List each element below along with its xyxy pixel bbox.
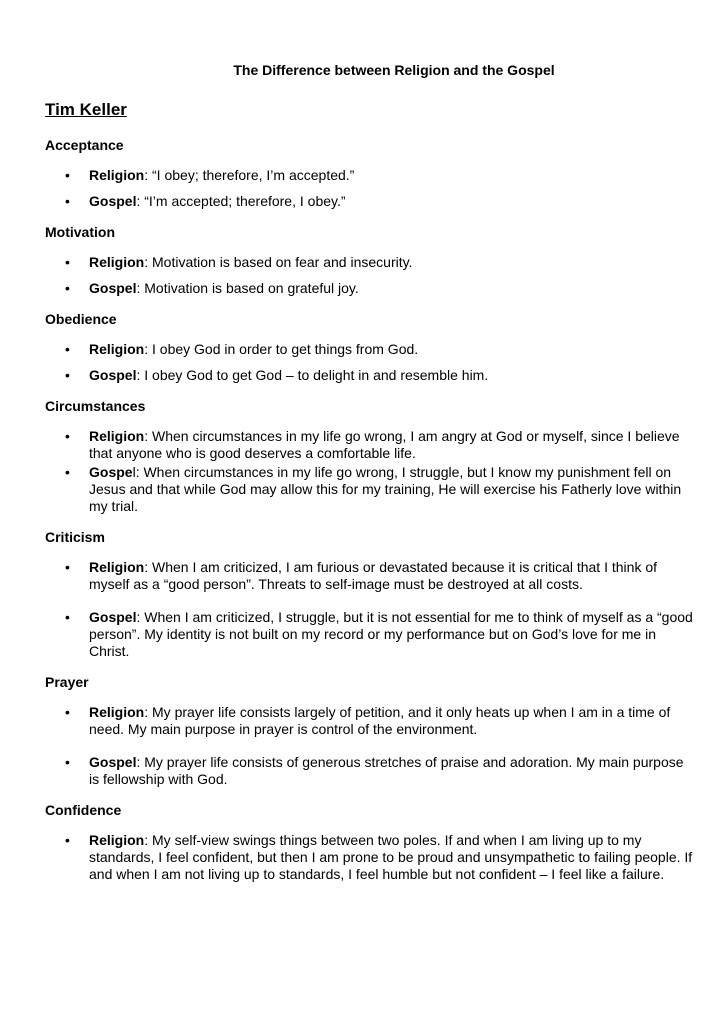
item-separator: : — [144, 704, 153, 720]
section-heading-obedience: Obedience — [45, 311, 117, 327]
list-item — [45, 609, 693, 660]
item-separator: : — [136, 609, 145, 625]
item-label: Gospel — [89, 754, 137, 770]
section-heading-circumstances: Circumstances — [45, 398, 146, 414]
section-list-confidence — [45, 832, 693, 883]
item-text: My prayer life consists largely of petition, and it only heats up when I am in a time of need. My main purpose in prayer is control of the environment. — [89, 704, 671, 737]
item-label: Religion — [89, 832, 145, 848]
section-list-criticism — [45, 559, 693, 660]
item-separator: : — [144, 559, 153, 575]
list-item — [45, 559, 693, 593]
item-text: Motivation is based on grateful joy. — [144, 280, 359, 296]
item-separator: : — [136, 193, 145, 209]
item-text: When I am criticized, I struggle, but it is not essential for me to think of myself as a “good person”. My identity is not built on my record or my performance but on God’s love for me in Christ. — [89, 609, 693, 659]
item-text: When I am criticized, I am furious or devastated because it is critical that I think of myself as a “good person”. Threats to self-image must be destroyed at all costs. — [89, 559, 658, 592]
item-label: Gospel — [89, 609, 137, 625]
document-title: The Difference between Religion and the Gospel — [233, 62, 555, 78]
section-list-motivation — [45, 254, 693, 297]
section-list-acceptance — [45, 167, 693, 210]
item-text: My self-view swings things between two poles. If and when I am living up to my standards, I feel confident, but then I am prone to be proud and unsympathetic to failing people. If and when I am not living up to standards, I feel humble but not confident – I feel like a failure. — [89, 832, 693, 882]
item-separator: : — [144, 428, 153, 444]
item-separator: : — [144, 341, 153, 357]
list-item — [45, 367, 693, 384]
list-item — [45, 167, 693, 184]
item-label: Religion — [89, 167, 145, 183]
section-heading-prayer: Prayer — [45, 674, 89, 690]
item-label: Religion — [89, 341, 145, 357]
bullet-icon: • — [65, 704, 70, 720]
section-list-obedience — [45, 341, 693, 384]
list-item — [45, 754, 693, 788]
item-separator: : — [144, 167, 153, 183]
bullet-icon: • — [65, 367, 70, 383]
list-item — [45, 832, 693, 883]
item-text: When circumstances in my life go wrong, I struggle, but I know my punishment fell on Jesus and that while God may allow this for my training, He will exercise his Fatherly love within my trial. — [89, 464, 682, 514]
item-label: Religion — [89, 704, 145, 720]
author-name: Tim Keller — [45, 100, 127, 119]
bullet-icon: • — [65, 609, 70, 625]
list-item — [45, 704, 693, 738]
item-text: I obey God in order to get things from God. — [152, 341, 419, 357]
item-separator: : — [144, 254, 153, 270]
list-item — [45, 464, 693, 515]
item-label: Religion — [89, 254, 145, 270]
item-label: Gospel — [89, 367, 137, 383]
section-heading-acceptance: Acceptance — [45, 137, 124, 153]
item-text: “I’m accepted; therefore, I obey.” — [144, 193, 346, 209]
item-text: When circumstances in my life go wrong, I am angry at God or myself, since I believe that anyone who is good deserves a comfortable life. — [89, 428, 680, 461]
section-list-circumstances — [45, 428, 693, 515]
bullet-icon: • — [65, 193, 70, 209]
list-item — [45, 341, 693, 358]
bullet-icon: • — [65, 464, 70, 480]
bullet-icon: • — [65, 754, 70, 770]
list-item — [45, 254, 693, 271]
item-text: I obey God to get God – to delight in and resemble him. — [144, 367, 489, 383]
item-separator: : — [136, 280, 145, 296]
bullet-icon: • — [65, 167, 70, 183]
item-label: Gospel — [89, 193, 137, 209]
bullet-icon: • — [65, 280, 70, 296]
section-heading-criticism: Criticism — [45, 529, 105, 545]
item-label: Gospel — [89, 280, 137, 296]
list-item — [45, 193, 693, 210]
item-text: Motivation is based on fear and insecurity. — [152, 254, 413, 270]
bullet-icon: • — [65, 832, 70, 848]
item-separator: : — [136, 367, 145, 383]
bullet-icon: • — [65, 254, 70, 270]
section-heading-motivation: Motivation — [45, 224, 115, 240]
item-label: Gospe — [89, 464, 133, 480]
item-separator: : — [136, 754, 145, 770]
bullet-icon: • — [65, 341, 70, 357]
list-item — [45, 428, 693, 462]
document-page — [45, 62, 693, 897]
item-label: Religion — [89, 428, 145, 444]
item-separator: : — [144, 832, 153, 848]
item-label: Religion — [89, 559, 145, 575]
section-heading-confidence: Confidence — [45, 802, 122, 818]
item-text: “I obey; therefore, I’m accepted.” — [152, 167, 355, 183]
item-separator: l: — [132, 464, 144, 480]
list-item — [45, 280, 693, 297]
bullet-icon: • — [65, 428, 70, 444]
item-text: My prayer life consists of generous stretches of praise and adoration. My main purpose is fellowship with God. — [89, 754, 684, 787]
section-list-prayer — [45, 704, 693, 788]
bullet-icon: • — [65, 559, 70, 575]
